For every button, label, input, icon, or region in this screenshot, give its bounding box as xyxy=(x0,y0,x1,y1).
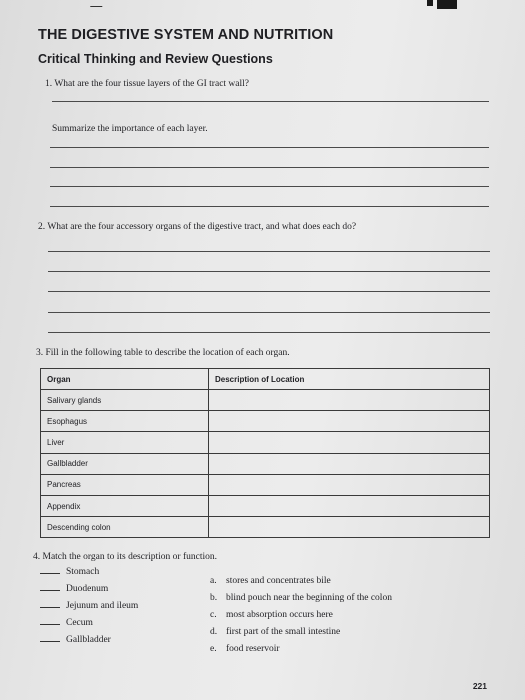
question-2: 2. What are the four accessory organs of the digestive tract, and what does each do? xyxy=(38,222,357,232)
table-header-row xyxy=(41,369,490,390)
answer-blank[interactable] xyxy=(40,607,60,608)
answer-line[interactable] xyxy=(52,101,489,102)
answer-line[interactable] xyxy=(50,167,489,168)
table-row xyxy=(41,517,490,538)
organ-label: Cecum xyxy=(66,618,93,628)
answer-blank[interactable] xyxy=(40,641,60,642)
location-answer-cell[interactable] xyxy=(209,390,490,411)
corner-mark xyxy=(437,0,457,9)
page-number: 221 xyxy=(472,681,487,691)
option-text: food reservoir xyxy=(226,644,280,654)
organ-label: Jejunum and ileum xyxy=(66,601,139,611)
table-row xyxy=(41,495,490,516)
question-1-followup: Summarize the importance of each layer. xyxy=(52,124,208,134)
match-item xyxy=(40,584,108,594)
answer-line[interactable] xyxy=(50,206,489,207)
organ-cell: Pancreas xyxy=(41,474,209,495)
organ-location-table xyxy=(40,368,490,538)
location-answer-cell[interactable] xyxy=(209,453,490,474)
option-letter: c. xyxy=(210,610,217,620)
answer-blank[interactable] xyxy=(40,624,60,625)
match-option xyxy=(210,627,340,637)
corner-mark xyxy=(90,0,106,7)
organ-cell: Salivary glands xyxy=(41,390,209,411)
match-option xyxy=(210,610,333,620)
table-row xyxy=(41,411,490,432)
location-answer-cell[interactable] xyxy=(209,411,490,432)
location-answer-cell[interactable] xyxy=(209,432,490,453)
answer-line[interactable] xyxy=(48,332,490,333)
corner-mark xyxy=(427,0,433,6)
page-title: THE DIGESTIVE SYSTEM AND NUTRITION xyxy=(38,27,334,43)
answer-blank[interactable] xyxy=(40,573,60,574)
match-option xyxy=(210,644,280,654)
match-option xyxy=(210,593,392,603)
option-letter: e. xyxy=(210,644,217,654)
question-1: 1. What are the four tissue layers of the GI tract wall? xyxy=(45,79,249,89)
location-answer-cell[interactable] xyxy=(209,495,490,516)
option-letter: b. xyxy=(210,593,218,603)
option-text: stores and concentrates bile xyxy=(226,576,331,586)
table-row xyxy=(41,432,490,453)
option-text: first part of the small intestine xyxy=(226,627,341,637)
answer-line[interactable] xyxy=(48,271,490,272)
answer-line[interactable] xyxy=(48,251,490,252)
organ-cell: Gallbladder xyxy=(41,453,209,474)
match-item xyxy=(40,567,99,577)
table-row xyxy=(41,474,490,495)
match-option xyxy=(210,576,331,586)
location-answer-cell[interactable] xyxy=(209,474,490,495)
organ-cell: Esophagus xyxy=(41,411,209,432)
answer-line[interactable] xyxy=(48,291,490,292)
match-item xyxy=(40,635,111,645)
option-letter: d. xyxy=(210,627,218,637)
organ-label: Duodenum xyxy=(66,584,109,594)
option-text: most absorption occurs here xyxy=(226,610,333,620)
organ-cell: Liver xyxy=(41,432,209,453)
location-answer-cell[interactable] xyxy=(209,517,490,538)
answer-line[interactable] xyxy=(48,312,490,313)
column-header: Description of Location xyxy=(209,369,490,390)
option-letter: a. xyxy=(210,576,217,586)
table-row xyxy=(41,453,490,474)
organ-label: Stomach xyxy=(66,567,100,577)
match-item xyxy=(40,601,138,611)
option-text: blind pouch near the beginning of the colon xyxy=(226,593,392,603)
question-4: 4. Match the organ to its description or function. xyxy=(33,552,217,562)
answer-line[interactable] xyxy=(50,186,489,187)
organ-label: Gallbladder xyxy=(66,635,111,645)
match-item xyxy=(40,618,93,628)
table-row xyxy=(41,390,490,411)
organ-cell: Appendix xyxy=(41,495,209,516)
section-subtitle: Critical Thinking and Review Questions xyxy=(38,52,273,66)
answer-line[interactable] xyxy=(50,147,489,148)
answer-blank[interactable] xyxy=(40,590,60,591)
organ-cell: Descending colon xyxy=(41,517,209,538)
question-3: 3. Fill in the following table to describe the location of each organ. xyxy=(36,348,290,358)
column-header: Organ xyxy=(41,369,209,390)
